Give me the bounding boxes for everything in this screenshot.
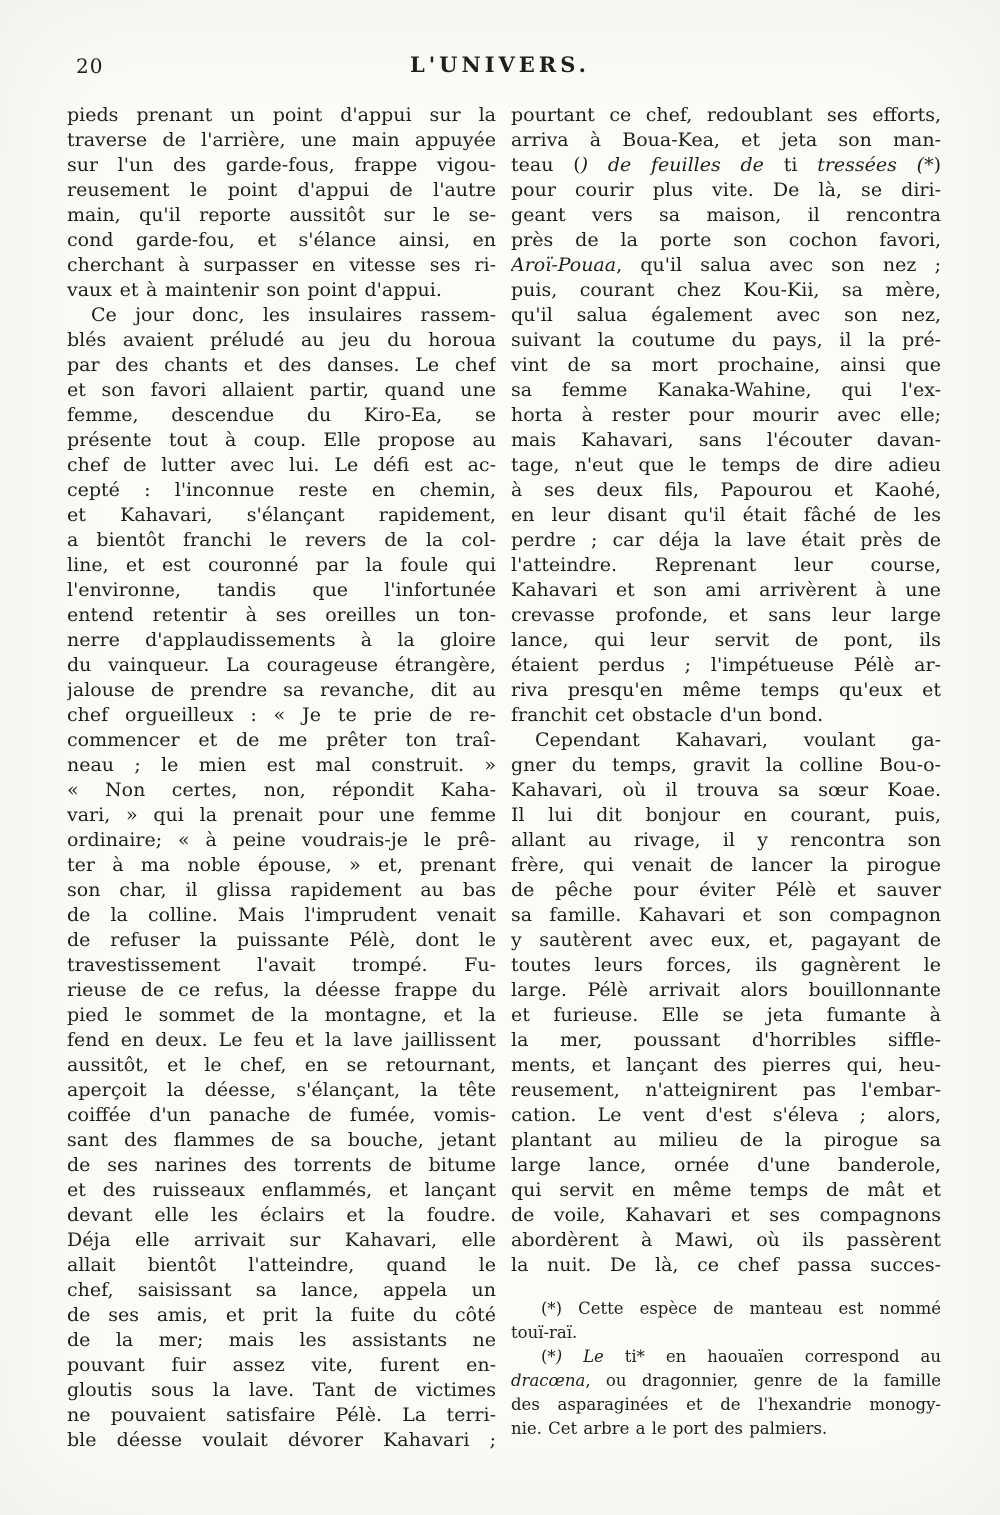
text-line: pied le sommet de la montagne, et la (67, 1004, 496, 1026)
text-line: près de la porte son cochon favori, (511, 229, 941, 251)
text-line: chef, saisissant sa lance, appela un (67, 1279, 496, 1301)
text-line: large. Pélè arrivait alors bouillonnante (511, 979, 941, 1001)
text-line: suivant la coutume du pays, il la pré- (511, 329, 941, 351)
text-line: devant elle les éclairs et la foudre. (67, 1204, 496, 1226)
text-line: pourtant ce chef, redoublant ses efforts, (511, 104, 941, 126)
text-line: en leur disant qu'il était fâché de les (511, 504, 941, 526)
text-line: ments, et lançant des pierres qui, heu- (511, 1054, 941, 1076)
text-line: gloutis sous la lave. Tant de victimes (67, 1379, 496, 1401)
text-line: lance, qui leur servit de pont, ils (511, 629, 941, 651)
text-line: vint de sa mort prochaine, ainsi que (511, 354, 941, 376)
text-line: la mer, poussant d'horribles siffle- (511, 1029, 941, 1051)
text-line: allait bientôt l'atteindre, quand le (67, 1254, 496, 1276)
text-line: line, et est couronné par la foule qui (67, 554, 496, 576)
text-line: perdre ; car déja la lave était près de (511, 529, 941, 551)
footnote-line: (*) Le ti* en haouaïen correspond au (541, 1347, 941, 1366)
text-line: et des ruisseaux enflammés, et lançant (67, 1179, 496, 1201)
text-line: du vainqueur. La courageuse étrangère, (67, 654, 496, 676)
text-line: par des chants et des danses. Le chef (67, 354, 496, 376)
text-line: sant des flammes de sa bouche, jetant (67, 1129, 496, 1151)
text-line: pour courir plus vite. De là, se diri- (511, 179, 941, 201)
text-line: travestissement l'avait trompé. Fu- (67, 954, 496, 976)
text-line: cherchant à surpasser en vitesse ses ri- (67, 254, 496, 276)
text-line: aussitôt, et le chef, en se retournant, (67, 1054, 496, 1076)
text-line: pouvant fuir assez vite, furent en- (67, 1354, 496, 1376)
text-line: Déja elle arrivait sur Kahavari, elle (67, 1229, 496, 1251)
text-line: vaux et à maintenir son point d'appui. (67, 279, 442, 301)
text-line: l'environne, tandis que l'infortunée (67, 579, 496, 601)
text-line: y sautèrent avec eux, et, pagayant de (511, 929, 941, 951)
text-line: cond garde-fou, et s'élance ainsi, en (67, 229, 496, 251)
text-line: chef orgueilleux : « Je te prie de re- (67, 704, 496, 726)
text-line: coiffée d'un panache de fumée, vomis- (67, 1104, 496, 1126)
text-line: horta à rester pour mourir avec elle; (511, 404, 941, 426)
text-line: tage, n'eut que le temps de dire adieu (511, 454, 941, 476)
footnote-line: des asparaginées et de l'hexandrie monogy- (511, 1395, 941, 1414)
text-line: son char, il glissa rapidement au bas (67, 879, 496, 901)
text-line: de pêche pour éviter Pélè et sauver (511, 879, 941, 901)
text-line: présente tout à coup. Elle propose au (67, 429, 496, 451)
text-line: ter à ma noble épouse, » et, prenant (67, 854, 496, 876)
text-line: Ce jour donc, les insulaires rassem- (91, 304, 496, 326)
text-line: de la colline. Mais l'imprudent venait (67, 904, 496, 926)
text-line: qui servit en même temps de mât et (511, 1179, 941, 1201)
text-line: puis, courant chez Kou-Kii, sa mère, (511, 279, 941, 301)
text-line: commencer et de me prêter ton traî- (67, 729, 496, 751)
text-line: et furieuse. Elle se jeta fumante à (511, 1004, 941, 1026)
text-line: de ses narines des torrents de bitume (67, 1154, 496, 1176)
text-line: main, qu'il reporte aussitôt sur le se- (67, 204, 496, 226)
text-line: de voile, Kahavari et ses compagnons (511, 1204, 941, 1226)
text-line: franchit cet obstacle d'un bond. (511, 704, 824, 726)
text-line: cepté : l'inconnue reste en chemin, (67, 479, 496, 501)
text-line: a bientôt franchi le revers de la col- (67, 529, 496, 551)
text-line: qu'il salua également avec son nez, (511, 304, 941, 326)
text-line: de la mer; mais les assistants ne (67, 1329, 496, 1351)
text-line: Kahavari et son ami arrivèrent à une (511, 579, 941, 601)
text-line: traverse de l'arrière, une main appuyée (67, 129, 496, 151)
footnote-line: dracœna, ou dragonnier, genre de la famille (511, 1371, 941, 1390)
text-line: Kahavari, où il trouva sa sœur Koae. (511, 779, 941, 801)
text-line: toutes leurs forces, ils gagnèrent le (511, 954, 941, 976)
text-line: « Non certes, non, répondit Kaha- (67, 779, 496, 801)
text-line: reusement, n'atteignirent pas l'embar- (511, 1079, 941, 1101)
footnotes (511, 1297, 941, 1441)
footnote-line: touï-raï. (511, 1323, 578, 1342)
left-text-column (67, 103, 496, 1453)
text-line: geant vers sa maison, il rencontra (511, 204, 941, 226)
footnote-line: (*) Cette espèce de manteau est nommé (541, 1299, 941, 1318)
text-line: aperçoit la déesse, s'élançant, la tête (67, 1079, 496, 1101)
text-line: de refuser la puissante Pélè, dont le (67, 929, 496, 951)
text-line: l'atteindre. Reprenant leur course, (511, 554, 941, 576)
text-line: étaient perdus ; l'impétueuse Pélè ar- (511, 654, 941, 676)
text-line: la nuit. De là, ce chef passa succes- (511, 1254, 941, 1276)
text-line: frère, qui venait de lancer la pirogue (511, 854, 941, 876)
text-line: riva presqu'en même temps qu'eux et (511, 679, 941, 701)
text-line: gner du temps, gravit la colline Bou-o- (511, 754, 941, 776)
text-line: entend retentir à ses oreilles un ton- (67, 604, 496, 626)
text-line: chef de lutter avec lui. Le défi est ac- (67, 454, 496, 476)
text-line: Aroï-Pouaa, qu'il salua avec son nez ; (511, 254, 941, 276)
footnote-line: nie. Cet arbre a le port des palmiers. (511, 1419, 828, 1438)
text-line: reusement le point d'appui de l'autre (67, 179, 496, 201)
text-line: neau ; le mien est mal construit. » (67, 754, 496, 776)
text-line: jalouse de prendre sa revanche, dit au (67, 679, 496, 701)
text-line: sa femme Kanaka-Wahine, qui l'ex- (511, 379, 941, 401)
text-line: pieds prenant un point d'appui sur la (67, 104, 496, 126)
text-line: Cependant Kahavari, voulant ga- (535, 729, 941, 751)
text-line: et son favori allaient partir, quand une (67, 379, 496, 401)
text-line: femme, descendue du Kiro-Ea, se (67, 404, 496, 426)
text-line: allant au rivage, il y rencontra son (511, 829, 941, 851)
text-line: sa famille. Kahavari et son compagnon (511, 904, 941, 926)
right-text-column (511, 103, 941, 1278)
text-line: crevasse profonde, et sans leur large (511, 604, 941, 626)
text-line: ordinaire; « à peine voudrais-je le prê- (67, 829, 496, 851)
text-line: Il lui dit bonjour en courant, puis, (511, 804, 941, 826)
text-line: et Kahavari, s'élançant rapidement, (67, 504, 496, 526)
text-line: ne pouvaient satisfaire Pélè. La terri- (67, 1404, 496, 1426)
text-line: blés avaient préludé au jeu du horoua (67, 329, 496, 351)
text-line: nerre d'applaudissements à la gloire (67, 629, 496, 651)
text-line: large lance, ornée d'une banderole, (511, 1154, 941, 1176)
text-line: à ses deux fils, Papourou et Kaohé, (511, 479, 941, 501)
text-line: abordèrent à Mawi, où ils passèrent (511, 1229, 941, 1251)
text-line: sur l'un des garde-fous, frappe vigou- (67, 154, 496, 176)
text-line: teau () de feuilles de ti tressées (*) (511, 154, 941, 176)
text-line: de ses amis, et prit la fuite du côté (67, 1304, 496, 1326)
running-title: L'UNIVERS. (409, 52, 590, 77)
text-line: arriva à Boua-Kea, et jeta son man- (511, 129, 941, 151)
text-line: plantant au milieu de la pirogue sa (511, 1129, 941, 1151)
text-line: vari, » qui la prenait pour une femme (67, 804, 496, 826)
text-line: rieuse de ce refus, la déesse frappe du (67, 979, 496, 1001)
text-line: ble déesse voulait dévorer Kahavari ; (67, 1429, 496, 1451)
text-line: cation. Le vent d'est s'éleva ; alors, (511, 1104, 941, 1126)
text-line: fend en deux. Le feu et la lave jaillissent (67, 1029, 496, 1051)
page-number: 20 (76, 54, 104, 78)
text-line: mais Kahavari, sans l'écouter davan- (511, 429, 941, 451)
